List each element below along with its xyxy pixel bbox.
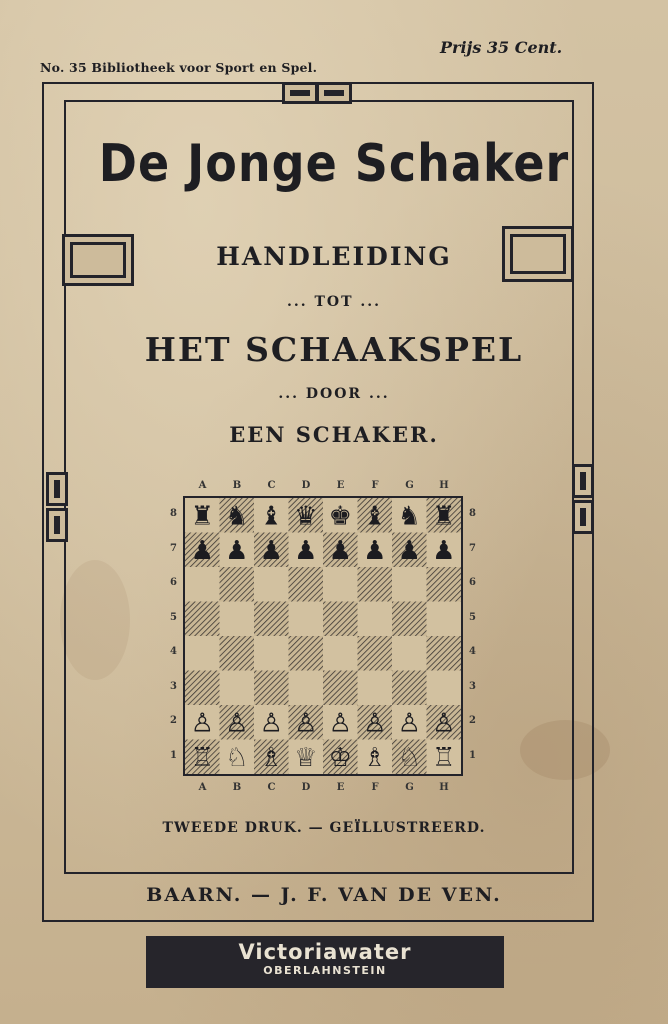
chess-piece: ♙: [294, 708, 318, 739]
board-square: [289, 636, 324, 671]
board-square: [358, 636, 393, 671]
board-square: [220, 636, 255, 671]
rank-label: 4: [469, 646, 476, 657]
chess-piece: ♛: [294, 501, 318, 532]
board-square: [323, 602, 358, 637]
chess-piece: ♟: [225, 535, 249, 566]
file-label: H: [439, 480, 449, 491]
chess-piece: ♟: [294, 535, 318, 566]
file-label: H: [439, 782, 449, 793]
chess-piece: ♙: [328, 708, 352, 739]
board-square: [427, 567, 462, 602]
file-label: F: [371, 782, 379, 793]
board-square: [392, 602, 427, 637]
price-label: Prijs 35 Cent.: [440, 38, 563, 57]
board-square: [254, 671, 289, 706]
board-square: [289, 602, 324, 637]
rank-label: 7: [469, 542, 476, 554]
chess-piece: ♝: [259, 501, 283, 532]
chessboard-svg: [185, 498, 461, 774]
chess-piece: ♞: [225, 501, 249, 532]
rank-label: 3: [170, 680, 177, 692]
chess-piece: ♙: [190, 708, 214, 739]
chess-piece: ♖: [432, 742, 456, 773]
file-label: B: [232, 782, 242, 793]
rank-label: 1: [469, 749, 476, 761]
chess-piece: ♔: [328, 742, 352, 773]
frame-ornament: [572, 500, 594, 534]
rank-label: 3: [469, 680, 476, 692]
series-label: No. 35 Bibliotheek voor Sport en Spel.: [40, 60, 318, 75]
rank-label: 8: [469, 508, 476, 519]
board-square: [220, 671, 255, 706]
board-square: [392, 671, 427, 706]
board-square: [392, 636, 427, 671]
chess-piece: ♝: [363, 501, 387, 532]
chess-piece: ♙: [225, 708, 249, 739]
rank-label: 5: [170, 611, 177, 623]
chess-piece: ♙: [397, 708, 421, 739]
rank-label: 2: [469, 715, 476, 726]
publisher-line: BAARN. — J. F. VAN DE VEN.: [146, 884, 502, 906]
board-square: [323, 671, 358, 706]
frame-ornament: [572, 464, 594, 498]
chess-piece: ♗: [363, 742, 387, 773]
advertisement-banner: [146, 936, 504, 988]
chess-piece: ♙: [432, 708, 456, 739]
board-square: [289, 671, 324, 706]
edition-note: TWEEDE DRUK. — GEÏLLUSTREERD.: [162, 820, 486, 836]
board-square: [254, 602, 289, 637]
board-square: [254, 636, 289, 671]
board-square: [427, 671, 462, 706]
frame-ornament: [282, 82, 318, 104]
rank-label: 5: [469, 611, 476, 623]
subtitle-line: ... TOT ...: [286, 294, 382, 310]
advert-place: OBERLAHNSTEIN: [263, 964, 387, 977]
frame-ornament: [46, 508, 68, 542]
chess-piece: ♘: [225, 742, 249, 773]
board-square: [358, 671, 393, 706]
rank-label: 2: [170, 715, 177, 726]
chess-piece: ♟: [432, 535, 456, 566]
board-square: [427, 602, 462, 637]
subtitle-line: HET SCHAAKSPEL: [144, 330, 524, 369]
chess-piece: ♗: [259, 742, 283, 773]
book-title: De Jonge Schaker: [98, 132, 570, 194]
rank-label: 6: [170, 577, 177, 588]
board-square: [254, 567, 289, 602]
file-label: D: [301, 480, 311, 491]
board-square: [358, 602, 393, 637]
chessboard-illustration: [183, 496, 463, 776]
chess-piece: ♘: [397, 742, 421, 773]
chess-piece: ♕: [294, 742, 318, 773]
subtitle-line: HANDLEIDING: [216, 242, 452, 271]
rank-label: 6: [469, 577, 476, 588]
board-square: [185, 602, 220, 637]
file-label: C: [267, 480, 276, 491]
file-label: G: [405, 782, 414, 793]
file-label: C: [267, 782, 276, 793]
board-square: [289, 567, 324, 602]
rank-label: 8: [170, 508, 177, 519]
file-label: F: [371, 480, 379, 491]
board-square: [427, 636, 462, 671]
rank-label: 1: [170, 749, 177, 761]
file-label: A: [198, 782, 207, 793]
chess-piece: ♜: [432, 501, 456, 532]
chess-piece: ♙: [259, 708, 283, 739]
file-label: B: [232, 480, 242, 491]
file-label: E: [336, 480, 345, 491]
board-square: [185, 671, 220, 706]
chess-piece: ♞: [397, 501, 421, 532]
board-square: [220, 567, 255, 602]
chess-piece: ♙: [363, 708, 387, 739]
chess-piece: ♟: [397, 535, 421, 566]
file-label: D: [301, 782, 311, 793]
frame-ornament: [316, 82, 352, 104]
rank-label: 4: [170, 646, 177, 657]
chess-piece: ♖: [190, 742, 214, 773]
rank-label: 7: [170, 542, 177, 554]
board-square: [185, 636, 220, 671]
board-square: [220, 602, 255, 637]
frame-ornament: [46, 472, 68, 506]
author-line: EEN SCHAKER.: [229, 422, 439, 447]
file-label: A: [198, 480, 207, 491]
advert-name: Victoriawater: [238, 940, 412, 964]
chess-piece: ♟: [190, 535, 214, 566]
board-square: [358, 567, 393, 602]
chess-piece: ♚: [328, 501, 352, 532]
board-square: [323, 636, 358, 671]
file-label: E: [336, 782, 345, 793]
subtitle-line: ... DOOR ...: [278, 386, 390, 402]
board-square: [323, 567, 358, 602]
board-square: [392, 567, 427, 602]
chess-piece: ♟: [328, 535, 352, 566]
chess-piece: ♜: [190, 501, 214, 532]
board-square: [185, 567, 220, 602]
chess-piece: ♟: [363, 535, 387, 566]
chess-piece: ♟: [259, 535, 283, 566]
file-label: G: [405, 480, 414, 491]
